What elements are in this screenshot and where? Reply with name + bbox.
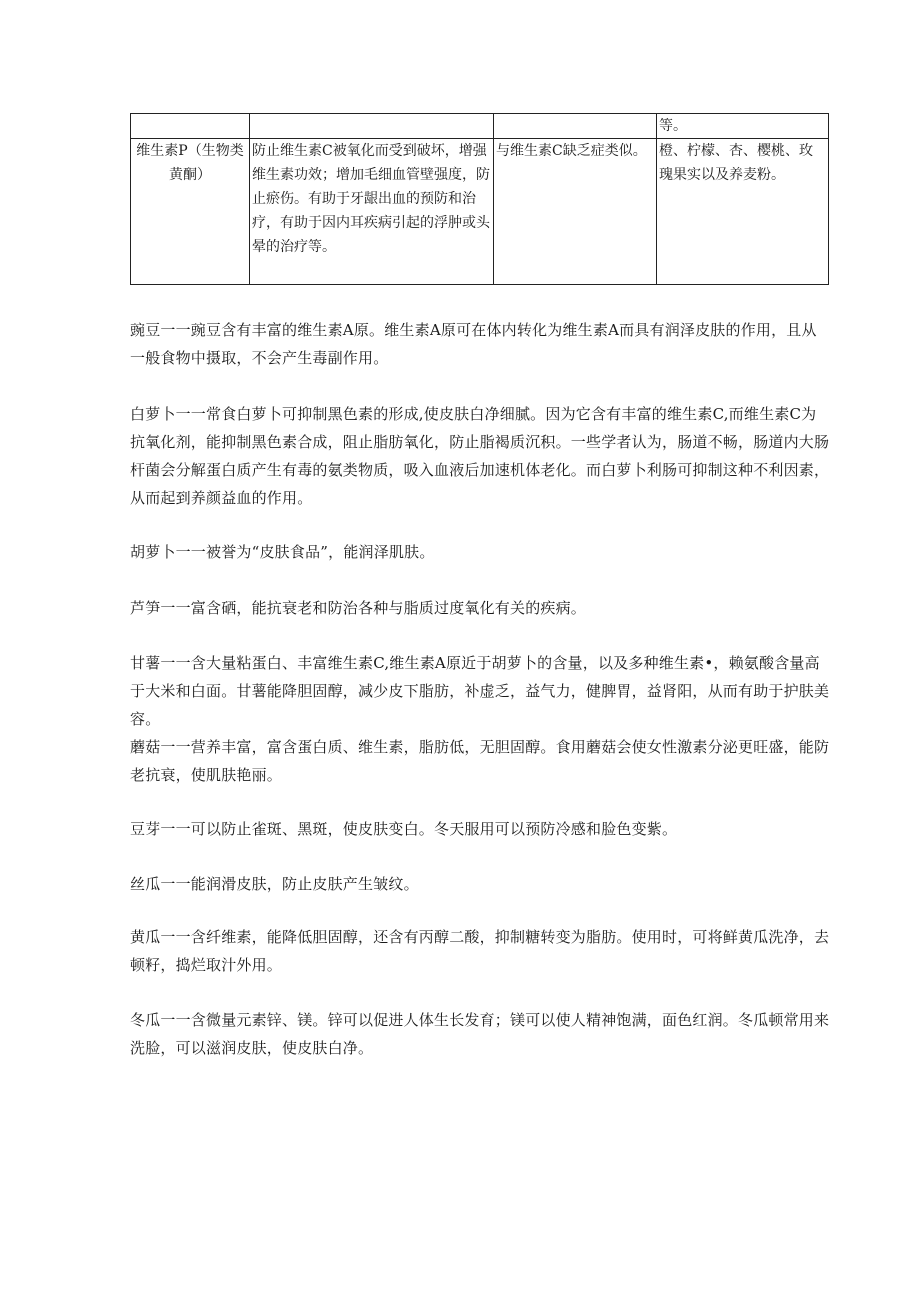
paragraph-mushroom: 蘑菇一一营养丰富，富含蛋白质、维生素，脂肪低，无胆固醇。食用蘑菇会使女性激素分泌更旺盛，能防老抗衰，使肌肤艳丽。	[130, 738, 830, 784]
paragraph-winter-melon: 冬瓜一一含微量元素锌、镁。锌可以促进人体生长发育；镁可以使人精神饱满，面色红润。冬瓜顿常用来洗脸，可以滋润皮肤，使皮肤白净。	[130, 1011, 830, 1057]
paragraph-loofah: 丝瓜一一能润滑皮肤，防止皮肤产生皱纹。	[130, 875, 419, 893]
table-row	[131, 139, 829, 285]
table-cell	[250, 114, 494, 139]
table-cell: 等。	[657, 114, 829, 139]
paragraph-white-radish: 白萝卜一一常食白萝卜可抑制黑色素的形成,使皮肤白净细腻。因为它含有丰富的维生素C,而维生素C为抗氧化剂，能抑制黑色素合成，阻止脂肪氧化，防止脂褐质沉积。一些学者认为，肠道不畅，肠道内大肠杆菌会分解蛋白质产生有毒的氨类物质，吸入血液后加速机体老化。而白萝卜利肠可抑制这种不利因素，从而起到养颜益血的作用。	[130, 405, 830, 507]
table-row	[131, 114, 829, 139]
paragraph-cucumber: 黄瓜一一含纤维素，能降低胆固醇，还含有丙醇二酸，抑制糖转变为脂肪。使用时，可将鲜黄瓜洗净，去顿籽，捣烂取汁外用。	[130, 928, 830, 974]
paragraph-sweet-potato: 甘薯一一含大量粘蛋白、丰富维生素C,维生素A原近于胡萝卜的含量，以及多种维生素•，赖氨酸含量高于大米和白面。甘薯能降胆固醇，减少皮下脂肪，补虚乏，益气力，健脾胃，益肾阳，从而有助于护肤美容。	[130, 654, 830, 728]
table-cell	[494, 114, 657, 139]
vitamin-deficiency-cell: 与维生素C缺乏症类似。	[494, 139, 657, 285]
vitamin-table	[130, 113, 829, 285]
paragraph-pea: 豌豆一一豌豆含有丰富的维生素A原。维生素A原可在体内转化为维生素A而具有润泽皮肤的作用，且从一般食物中摄取，不会产生毒副作用。	[130, 321, 817, 367]
paragraph-bean-sprout: 豆芽一一可以防止雀斑、黑斑，使皮肤变白。冬天服用可以预防冷感和脸色变紫。	[130, 820, 678, 838]
table-cell	[131, 114, 250, 139]
vitamin-function-cell: 防止维生素C被氧化而受到破坏，增强维生素功效；增加毛细血管壁强度，防止瘀伤。有助于牙龈出血的预防和治疗，有助于因内耳疾病引起的浮肿或头晕的治疗等。	[250, 139, 494, 285]
vitamin-name-cell: 维生素P（生物类黄酮）	[131, 139, 250, 285]
paragraph-asparagus: 芦笋一一富含硒，能抗衰老和防治各种与脂质过度氧化有关的疾病。	[130, 599, 587, 617]
paragraph-carrot: 胡萝卜一一被誉为“皮肤食品”，能润泽肌肤。	[130, 543, 435, 561]
vitamin-sources-cell: 橙、柠檬、杏、樱桃、玫瑰果实以及养麦粉。	[657, 139, 829, 285]
